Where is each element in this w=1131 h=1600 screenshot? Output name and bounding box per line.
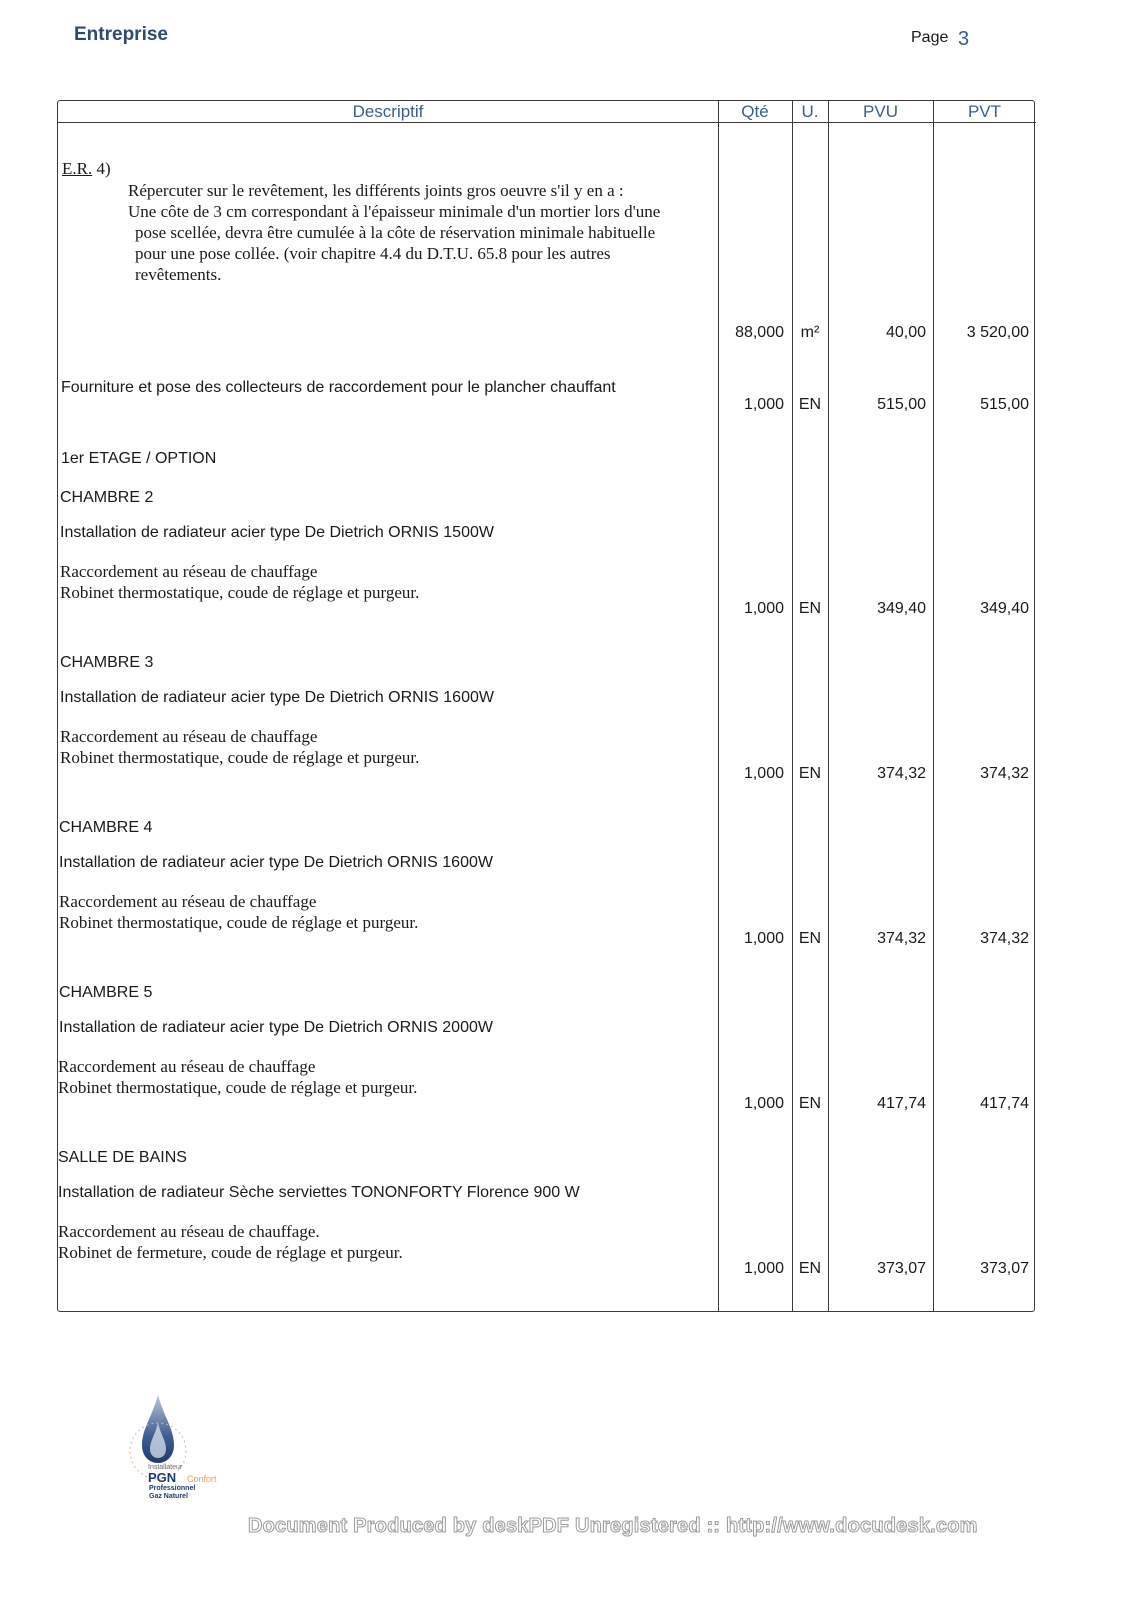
room-pvu: 349,40	[877, 600, 926, 617]
collecteurs-label: Fourniture et pose des collecteurs de raccordement pour le plancher chauffant	[61, 379, 616, 396]
room-name: CHAMBRE 2	[60, 489, 154, 506]
page-number: 3	[958, 28, 970, 50]
collecteurs-pvt: 515,00	[980, 396, 1029, 413]
room-line2: Robinet thermostatique, coude de réglage et purgeur.	[58, 1078, 418, 1097]
er-line: Répercuter sur le revêtement, les différents joints gros oeuvre s'il y en a :	[128, 181, 624, 200]
room-install: Installation de radiateur acier type De Dietrich ORNIS 1600W	[59, 854, 493, 871]
col-header-pvu: PVU	[828, 101, 933, 123]
room-line2: Robinet thermostatique, coude de réglage et purgeur.	[60, 583, 420, 602]
logo-line1: Professionnel	[149, 1485, 196, 1492]
room-name: SALLE DE BAINS	[58, 1149, 187, 1166]
col-header-pvt: PVT	[933, 101, 1036, 123]
room-unit: EN	[798, 765, 822, 782]
room-line2: Robinet thermostatique, coude de réglage et purgeur.	[59, 913, 419, 932]
room-install: Installation de radiateur Sèche serviettes TONONFORTY Florence 900 W	[58, 1184, 580, 1201]
column-divider	[792, 101, 793, 1311]
col-header-unit: U.	[792, 101, 828, 123]
col-header-qte: Qté	[718, 101, 792, 123]
room-pvu: 374,32	[877, 930, 926, 947]
page-label: Page	[911, 29, 949, 46]
room-qte: 1,000	[743, 930, 784, 947]
watermark-text: Document Produced by deskPDF Unregistered :: http://www.docudesk.com	[248, 1515, 978, 1537]
room-pvt: 373,07	[980, 1260, 1029, 1277]
room-name: CHAMBRE 5	[59, 984, 153, 1001]
room-install: Installation de radiateur acier type De Dietrich ORNIS 1600W	[60, 689, 494, 706]
room-install: Installation de radiateur acier type De Dietrich ORNIS 2000W	[59, 1019, 493, 1036]
room-qte: 1,000	[743, 1095, 784, 1112]
room-pvt: 417,74	[980, 1095, 1029, 1112]
room-pvt: 374,32	[980, 930, 1029, 947]
col-header-descriptif: Descriptif	[58, 101, 718, 123]
er-unit: m²	[800, 324, 820, 341]
er-line: Une côte de 3 cm correspondant à l'épaisseur minimale d'un mortier lors d'une	[128, 202, 661, 221]
room-qte: 1,000	[743, 600, 784, 617]
collecteurs-pvu: 515,00	[877, 396, 926, 413]
room-unit: EN	[798, 600, 822, 617]
collecteurs-qte: 1,000	[743, 396, 784, 413]
er-pvu: 40,00	[885, 324, 926, 341]
room-line2: Robinet de fermeture, coude de réglage et purgeur.	[58, 1243, 403, 1262]
room-unit: EN	[798, 930, 822, 947]
room-name: CHAMBRE 4	[59, 819, 153, 836]
column-divider	[828, 101, 829, 1311]
room-line1: Raccordement au réseau de chauffage.	[58, 1222, 320, 1241]
er-line: pose scellée, devra être cumulée à la côte de réservation minimale habituelle	[135, 223, 656, 242]
er-pvt: 3 520,00	[966, 324, 1029, 341]
room-unit: EN	[798, 1095, 822, 1112]
room-unit: EN	[798, 1260, 822, 1277]
column-divider	[933, 101, 934, 1311]
room-pvt: 374,32	[980, 765, 1029, 782]
collecteurs-unit: EN	[798, 396, 822, 413]
room-name: CHAMBRE 3	[60, 654, 154, 671]
room-pvt: 349,40	[980, 600, 1029, 617]
room-pvu: 417,74	[877, 1095, 926, 1112]
logo-brand: PGN	[148, 1470, 177, 1485]
room-line1: Raccordement au réseau de chauffage	[59, 892, 317, 911]
column-divider	[718, 101, 719, 1311]
room-qte: 1,000	[743, 765, 784, 782]
room-pvu: 373,07	[877, 1260, 926, 1277]
room-line2: Robinet thermostatique, coude de réglage et purgeur.	[60, 748, 420, 767]
logo-brand-suffix: Confort	[187, 1474, 217, 1484]
room-line1: Raccordement au réseau de chauffage	[60, 727, 318, 746]
er-line: pour une pose collée. (voir chapitre 4.4 du D.T.U. 65.8 pour les autres	[135, 244, 611, 263]
room-line1: Raccordement au réseau de chauffage	[60, 562, 318, 581]
room-pvu: 374,32	[877, 765, 926, 782]
logo-line2: Gaz Naturel	[149, 1493, 188, 1500]
room-qte: 1,000	[743, 1260, 784, 1277]
er-reference: E.R. 4)	[62, 159, 111, 178]
room-install: Installation de radiateur acier type De Dietrich ORNIS 1500W	[60, 524, 494, 541]
er-line: revêtements.	[135, 265, 222, 284]
company-name: Entreprise	[74, 24, 168, 45]
section-title: 1er ETAGE / OPTION	[61, 450, 217, 467]
logo-installateur: Installateur	[148, 1464, 183, 1471]
room-line1: Raccordement au réseau de chauffage	[58, 1057, 316, 1076]
er-qte: 88,000	[735, 324, 784, 341]
